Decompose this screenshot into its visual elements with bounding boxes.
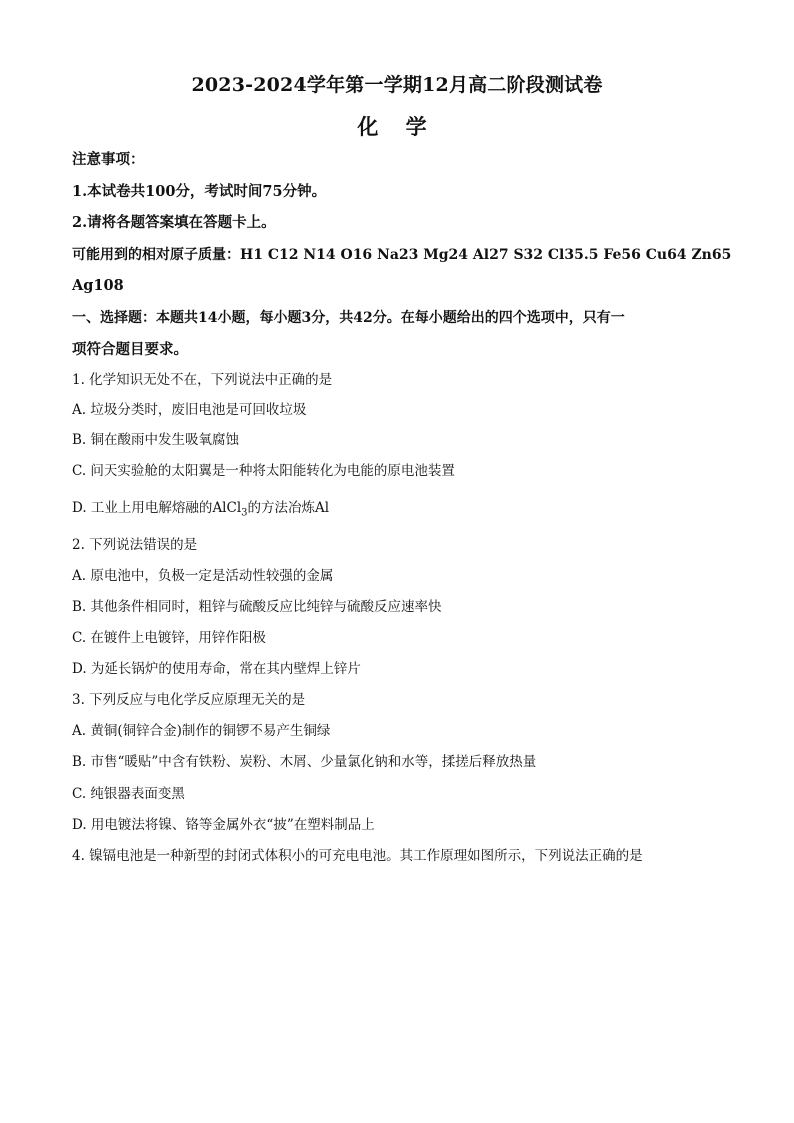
exam-title: 2023-2024学年第一学期12月高二阶段测试卷 — [191, 74, 603, 96]
option-text: 的方法冶炼Al — [247, 500, 330, 516]
atomic-mass-line: 可能用到的相对原子质量：H1 C12 N14 O16 Na23 Mg24 Al27 S32 Cl35.5 Fe56 Cu64 Zn65 — [72, 247, 732, 263]
section-heading: 一、选择题：本题共14小题，每小题3分，共42分。在每小题给出的四个选项中，只有一 — [72, 310, 625, 326]
question-option: C. 纯银器表面变黑 — [72, 786, 185, 802]
chemical-formula — [212, 500, 248, 519]
question-option: A. 黄铜(铜锌合金)制作的铜锣不易产生铜绿 — [72, 723, 331, 739]
section-heading-cont: 项符合题目要求。 — [72, 341, 188, 358]
question-option: A. 原电池中，负极一定是活动性较强的金属 — [72, 568, 334, 584]
question-option: B. 铜在酸雨中发生吸氧腐蚀 — [72, 432, 240, 448]
atomic-mass-line-cont: Ag108 — [72, 277, 124, 294]
formula-subscript: 3 — [241, 507, 248, 519]
question-option: C. 在镀件上电镀锌，用锌作阳极 — [72, 630, 266, 646]
notice-item: 1.本试卷共100分，考试时间75分钟。 — [72, 183, 327, 200]
question-stem: 1. 化学知识无处不在，下列说法中正确的是 — [72, 372, 333, 388]
question-stem: 3. 下列反应与电化学反应原理无关的是 — [72, 692, 306, 708]
notice-item: 2.请将各题答案填在答题卡上。 — [72, 214, 276, 231]
question-option: D. 为延长锅炉的使用寿命，常在其内壁焊上锌片 — [72, 661, 361, 677]
notice-heading: 注意事项： — [72, 151, 145, 168]
question-option: C. 问天实验舱的太阳翼是一种将太阳能转化为电能的原电池装置 — [72, 463, 455, 479]
formula-main: AlCl — [212, 500, 242, 516]
question-option: D. 用电镀法将镍、铬等金属外衣“披”在塑料制品上 — [72, 817, 375, 833]
subject-title: 化 学 — [357, 114, 437, 139]
option-text: D. 工业上用电解熔融的 — [72, 500, 213, 516]
question-option — [72, 498, 732, 524]
question-stem: 2. 下列说法错误的是 — [72, 537, 198, 553]
question-stem: 4. 镍镉电池是一种新型的封闭式体积小的可充电电池。其工作原理如图所示，下列说法正确的是 — [72, 848, 643, 864]
question-option: A. 垃圾分类时，废旧电池是可回收垃圾 — [72, 402, 307, 418]
question-option: B. 其他条件相同时，粗锌与硫酸反应比纯锌与硫酸反应速率快 — [72, 599, 442, 615]
question-option: B. 市售“暖贴”中含有铁粉、炭粉、木屑、少量氯化钠和水等，揉搓后释放热量 — [72, 754, 537, 770]
